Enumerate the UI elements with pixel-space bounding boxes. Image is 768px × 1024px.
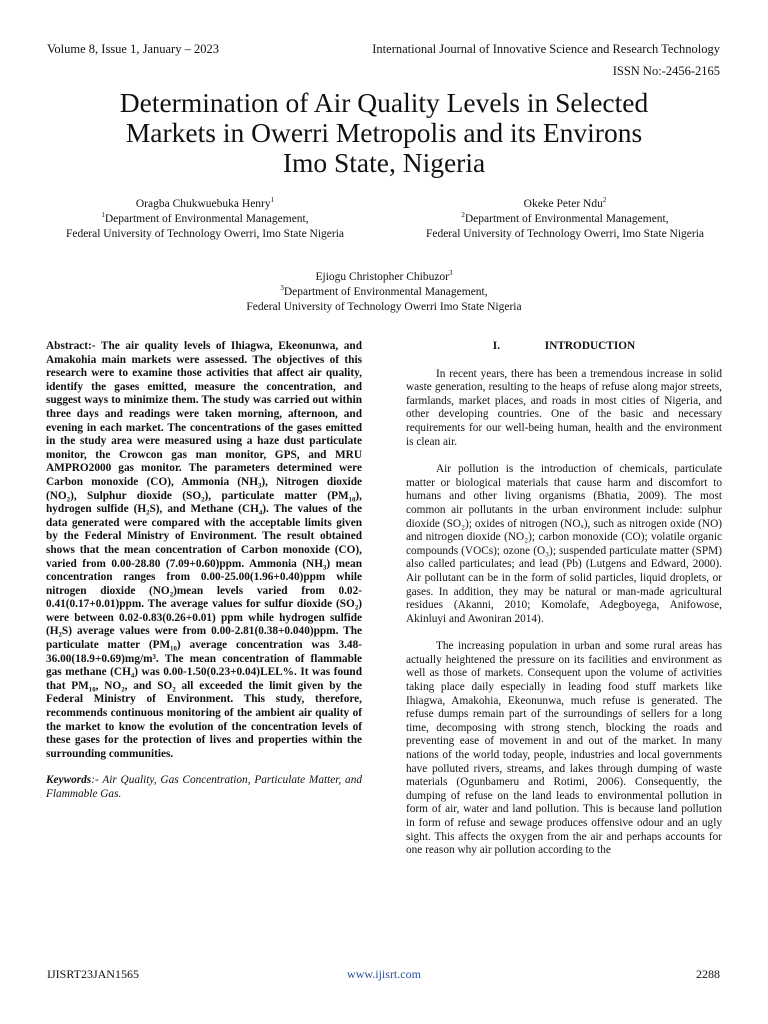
body-paragraph: The increasing population in urban and some rural areas has actually heightened the pressure on its facilities and environment as well as those of markets. Consequent upon the volume of activities taking place daily especially in leading food stuff markets like Ihiagwa, Amakohia, Ekeonunwa, much refuse is generated. The refuse dumps remain part of the surroundings of sellers for a long time, decomposing with strong stench, blocking the roads and preventing ease of movement in and out of the market. In many nations of the world today, people, industries and local governments have polluted rivers, streams, and lakes through dumping of waste materials (Ogunbameru and Rotimi, 2006). Consequently, the dumping of refuse on the land leads to environmental pollution in form of air, water and land pollution. This is because land pollution in form of refuse and sewage produces offensive odour and an ugly sight. This affects the oxygen from the air and perhaps accounts for one reason why air pollution according to the	[406, 640, 722, 857]
author-department: $^1$Department of Environmental Management,	[101, 211, 309, 225]
author-name: Ejiogu Christopher Chibuzor$^3$	[315, 269, 453, 283]
page-number: 2288	[696, 967, 720, 981]
left-column	[46, 340, 362, 802]
author-superscript: 2	[602, 196, 607, 205]
author-affiliation: Federal University of Technology Owerri, Imo State Nigeria	[65, 228, 345, 240]
author-name: Oragba Chukwuebuka Henry$^1$	[135, 196, 275, 210]
abstract: Abstract:- The air quality levels of Ihiagwa, Ekeonunwa, and Amakohia main markets were assessed. The objectives of this research were to examine those activities that affect air quality, identify the gases emitted, measure the concentration, and suggest ways to minimize them. The study was carried out within three days and readings were taken morning, afternoon, and evening in each market. The concentrations of the gases emitted in the study area were measured using a haze dust particulate monitor, the Crowcon gas man monitor, GPS, and MRU AMPRO2000 gas monitor. The parameters determined were Carbon monoxide (CO), Ammonia (NH₃), Nitrogen dioxide (NO₂), Sulphur dioxide (SO₂), particulate matter (PM₁₀), hydrogen sulfide (H₂S), and Methane (CH₄). The values of the data generated were compared with the acceptable limits given by the Federal Ministry of Environment. The result obtained shows that the mean concentration of Carbon monoxide (CO), varied from 0.00-28.80 (7.09+0.60)ppm. Ammonia (NH₃) mean concentration ranges from 0.00-25.00(1.96+0.40)ppm while nitrogen dioxide (NO₂)mean levels varied from 0.02-0.41(0.17+0.01)ppm. The average values for sulfur dioxide (SO₂) were between 0.02-0.83(0.26+0.01) ppm while hydrogen sulfide (H₂S) average values were from 0.00-2.81(0.38+0.040)ppm. The particulate matter (PM₁₀) average concentration was 3.48-36.00(18.9+0.69)mg/m³. The mean concentration of flammable gas methane (CH₄) was 0.00-1.50(0.23+0.04)LEL%. It was found that PM₁₀, NO₂, and SO₂ all exceeded the limit given by the Federal Ministry of Environment. This study, therefore, recommends continuous monitoring of the ambient air quality of the market to know the evolution of the concentration levels of these gases for the protection of lives and properties within the surrounding communities.	[46, 340, 362, 760]
section-number: I.	[492, 340, 501, 352]
paper-title	[40, 88, 728, 178]
dept-superscript: 1	[101, 211, 105, 220]
body-paragraph: Air pollution is the introduction of chemicals, particulate matter or biological materials that cause harm and discomfort to humans and other living organisms (Bhatia, 2009). The most common air pollutants in the urban environment include: sulphur dioxide (SO₂); oxides of nitrogen (NOₓ), such as nitrogen oxide (NO) and nitrogen dioxide (NO₂); carbon monoxide (CO); volatile organic compounds (VOCs); ozone (O₃); suspended particulate matter (SPM) also called particulates; and lead (Pb) (Lutgens and Edward, 2000). Air pollutant can be in the form of solid particles, liquid droplets, or gases. In addition, they may be natural or man-made agricultural residues (Akanni, 2010; Komolafe, Adegboyega, Anifowose, Akinluyi and Awoniran 2014).	[406, 463, 722, 625]
dept-superscript: 2	[461, 211, 465, 220]
author-superscript: 1	[270, 196, 275, 205]
author-affiliation: Federal University of Technology Owerri, Imo State Nigeria	[425, 228, 705, 240]
section-title: INTRODUCTION	[544, 340, 636, 352]
author-block	[400, 197, 730, 242]
author-block	[200, 270, 568, 315]
keywords-label: Keywords	[46, 774, 92, 787]
issn: ISSN No:-2456-2165	[612, 64, 720, 78]
paper-id: IJISRT23JAN1565	[47, 967, 139, 981]
journal-name: International Journal of Innovative Science and Research Technology	[372, 42, 720, 56]
author-block	[40, 197, 370, 242]
right-column	[406, 340, 722, 872]
keywords-text: :- Air Quality, Gas Concentration, Particulate Matter, and Flammable Gas.	[46, 774, 362, 800]
author-superscript: 3	[449, 269, 453, 278]
title-line: Imo State, Nigeria	[282, 147, 486, 178]
title-line: Markets in Owerri Metropolis and its Environs	[125, 117, 643, 148]
keywords	[46, 774, 362, 801]
website-link[interactable]: www.ijisrt.com	[347, 967, 421, 981]
author-department: $^3$Department of Environmental Management,	[280, 284, 488, 298]
author-affiliation: Federal University of Technology Owerri Imo State Nigeria	[246, 301, 522, 313]
volume-info: Volume 8, Issue 1, January – 2023	[47, 42, 219, 56]
author-department: $^2$Department of Environmental Management,	[461, 211, 669, 225]
dept-superscript: 3	[280, 284, 284, 293]
title-line: Determination of Air Quality Levels in Selected	[119, 87, 649, 118]
body-paragraph: In recent years, there has been a tremendous increase in solid waste generation, resulting to the heaps of refuse along major streets, farmlands, market places, and roads in most cities of Nigeria, and other developing countries. One of the basic and necessary requirements for our well-being human, health and the environment is clean air.	[406, 367, 722, 448]
section-heading	[406, 340, 722, 354]
author-name: Okeke Peter Ndu$^2$	[523, 196, 607, 210]
